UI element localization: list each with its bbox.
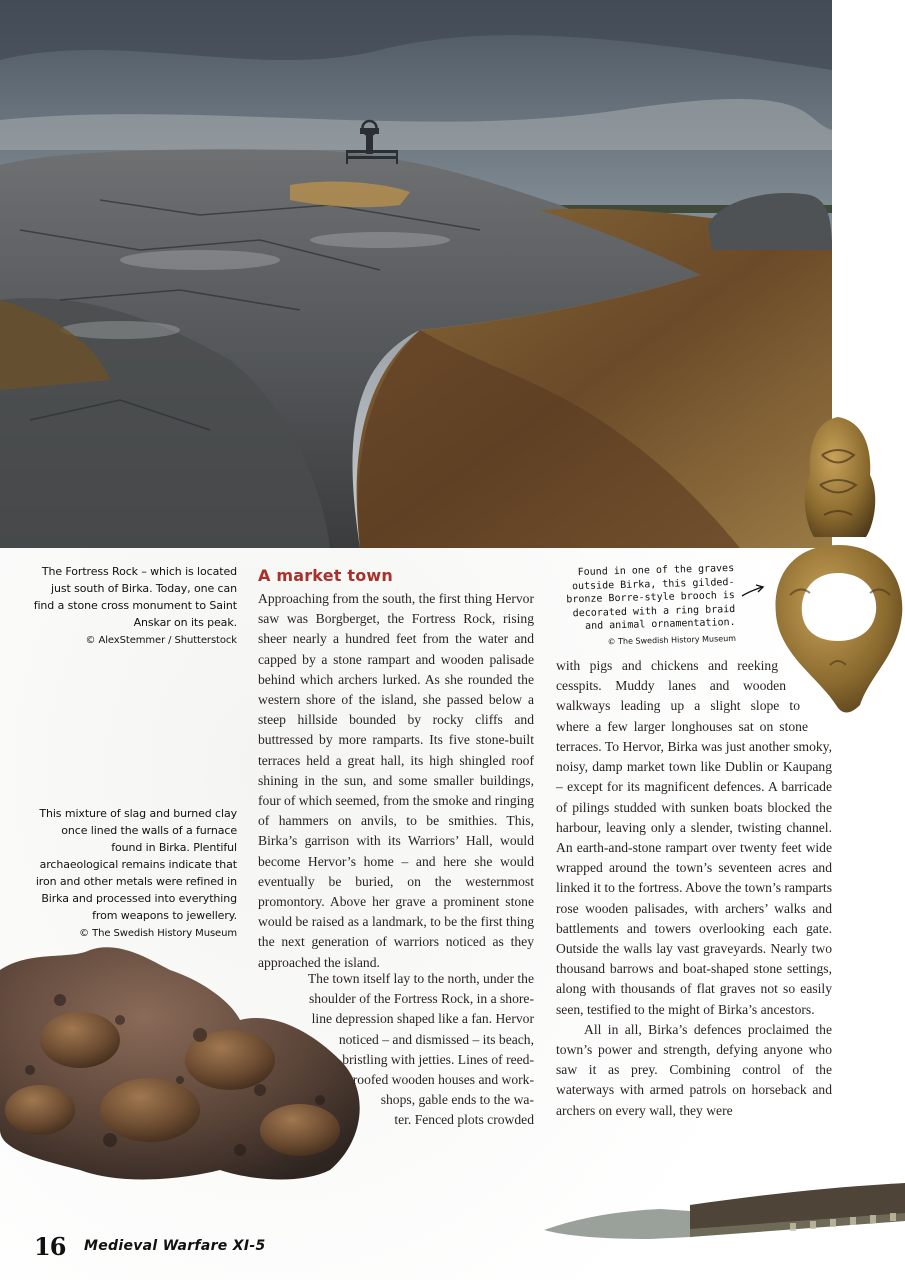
brooch-caption-text: Found in one of the graves outside Birka, this gilded-bronze Borre-style brooch is decorated with a ring braid and animal ornamentation.	[566, 562, 736, 632]
fortress-rock-photo	[0, 0, 832, 548]
text-line: ter. Fenced plots crowded	[394, 1112, 534, 1128]
fortress-caption-text: The Fortress Rock – which is located just south of Birka. Today, one can find a stone cross monument to Saint Anskar on its peak.	[33, 565, 237, 629]
text-line: shoulder of the Fortress Rock, in a shore-	[308, 991, 534, 1007]
text-line: with pigs and chickens and reeking	[556, 658, 778, 673]
text-line: line depression shaped like a fan. Hervor	[311, 1011, 534, 1027]
article-paragraph: All in all, Birka’s defences proclaimed the town’s power and strength, defying anyone who saw it as prey. Combining control of the waterways with armed patrols on horseback and archers on every wall, they were	[556, 1021, 832, 1118]
text-line: bristling with jetties. Lines of reed-	[342, 1051, 534, 1067]
article-heading: A market town	[258, 566, 394, 585]
slag-caption-credit: © The Swedish History Museum	[79, 928, 237, 939]
fortress-rock-image	[0, 0, 832, 548]
article-column-1-wrapped	[258, 969, 534, 1131]
page-number: 16	[34, 1232, 66, 1261]
text-line: roofed wooden houses and work-	[352, 1072, 534, 1088]
article-column-2-wrapped	[556, 656, 808, 737]
article-column-1	[258, 589, 534, 973]
text-line: noticed – and dismissed – its beach,	[338, 1031, 534, 1047]
text-line: where a few larger longhouses sat on stone	[556, 718, 808, 734]
text-line: The town itself lay to the north, under the	[307, 971, 534, 986]
brooch-image	[770, 415, 905, 720]
arrow-icon	[740, 582, 766, 600]
magazine-title: Medieval Warfare XI-5	[84, 1238, 266, 1254]
fortress-caption-credit: © AlexStemmer / Shutterstock	[85, 635, 237, 646]
slag-caption-text: This mixture of slag and burned clay once lined the walls of a furnace found in Birka. Plentiful archaeological remains indicate that iron and other metals were refined in Birka and processed into everything from weapons to jewellery.	[35, 807, 237, 922]
article-paragraph: terraces. To Hervor, Birka was just another smoky, noisy, damp market town like Dublin or Kaupang – except for its magnificent defences. A barricade of pilings studded with sunken boats blocked the harbour, leaving only a slender, twisting channel. An earth-and-stone rampart over twenty feet wide wrapped around the town’s seventeen acres and linked it to the fortress. Above the town’s ramparts rose wooden palisades, with archers’ walks and battlements and towers overlooking each gate. Outside the walls lay vast graveyards. Nearly two thousand barrows and boat-shaped stone settings, along with thousands of flat graves not so easily seen, testified to the might of Birka’s ancestors.	[556, 739, 832, 1017]
slag-caption	[30, 805, 237, 942]
article-column-2	[556, 737, 832, 1121]
text-line: shops, gable ends to the wa-	[380, 1092, 534, 1108]
text-line: walkways leading up a slight slope to	[556, 698, 800, 714]
text-line: cesspits. Muddy lanes and wooden	[556, 678, 786, 694]
sword-image	[540, 1175, 905, 1250]
article-paragraph: Approaching from the south, the first thing Hervor saw was Borgberget, the Fortress Rock, rising sheer nearly a hundred feet from the water and capped by a stone rampart and wooden palisade behind which archers lurked. As she rounded the western shore of the island, she passed below a steep hillside bounded by rocky cliffs and buttressed by more ramparts. Its five stone-built terraces held a great hall, its high shingled roof shining in the sun, and some smaller buildings, four of which seemed, from the smoke and ringing of hammers on anvils, to be smithies. This, Birka’s garrison with its Warriors’ Hall, would become Hervor’s home – and here she would eventually be buried, on the westernmost promontory. Above her grave a prominent stone would be raised as a landmark, to be the first thing the next generation of warriors noticed as they approached the island.	[258, 591, 534, 970]
fortress-caption	[30, 563, 237, 649]
brooch-caption-credit: © The Swedish History Museum	[607, 633, 737, 646]
brooch-caption	[560, 562, 736, 650]
